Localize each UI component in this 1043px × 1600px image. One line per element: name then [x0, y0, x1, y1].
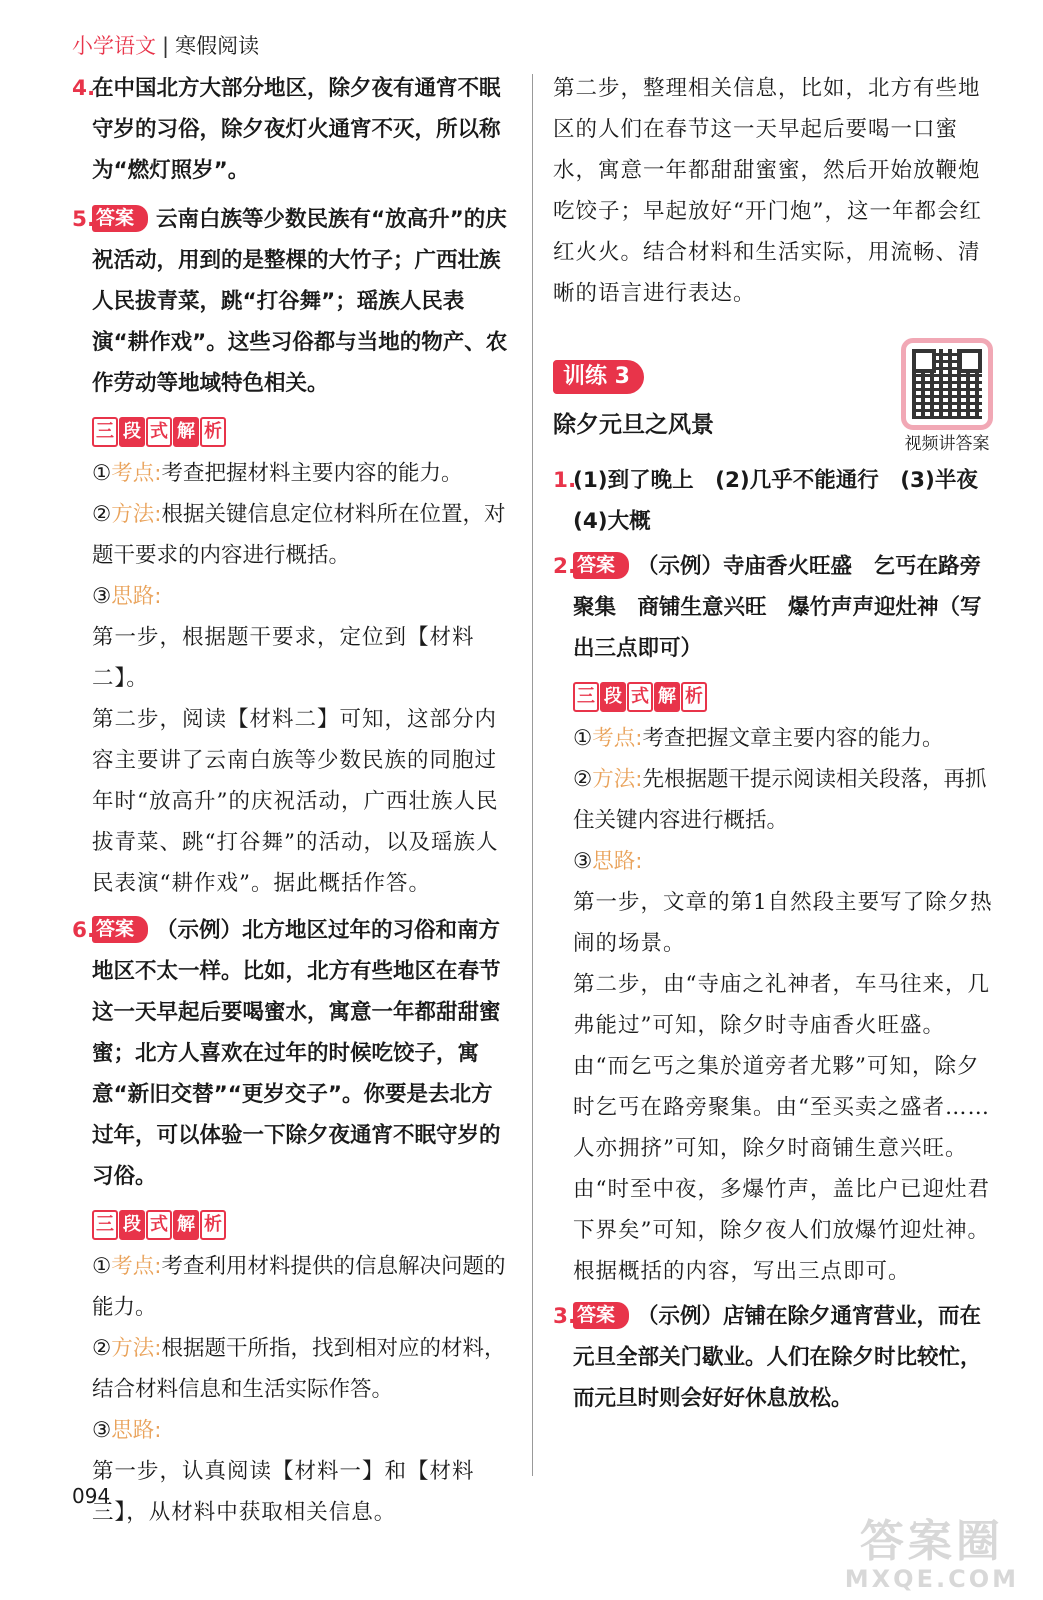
- question-4: [72, 68, 514, 191]
- fangfa-line: [92, 494, 514, 576]
- kaodian-label: 考点:: [111, 461, 162, 486]
- analysis-char: 三: [92, 1210, 118, 1240]
- answer-text: 云南白族等少数民族有“放高升”的庆祝活动，用到的是整棵的大竹子；广西壮族人民拔青菜，跳“打谷舞”；瑶族人民表演“耕作戏”。这些习俗都与当地的物产、农作劳动等地域特色相关。: [92, 207, 508, 396]
- analysis-char: 三: [92, 417, 118, 447]
- fangfa-line: [573, 759, 999, 841]
- step-2-continued: 第二步，整理相关信息，比如，北方有些地区的人们在春节这一天早起后要喝一口蜜水，寓意一年都甜甜蜜蜜，然后开始放鞭炮吃饺子；早起放好“开门炮”，这一年都会红红火火。结合材料和生活实际，用流畅、清晰的语言进行表达。: [553, 76, 982, 306]
- kaodian-text: 考查把握文章主要内容的能力。: [642, 726, 944, 751]
- silu-line: [92, 1410, 514, 1451]
- qr-frame: [901, 338, 993, 430]
- analysis-char: 析: [681, 682, 707, 712]
- training-tag: 训练 3: [553, 360, 644, 394]
- answer-text: （示例）店铺在除夕通宵营业，而在元旦全部关门歇业。人们在除夕时比较忙，而元旦时则会好好休息放松。: [573, 1304, 982, 1411]
- fangfa-label: 方法:: [111, 502, 162, 527]
- qr-caption: 视频讲答案: [904, 434, 990, 454]
- series-label: 寒假阅读: [175, 34, 260, 58]
- question-6: [72, 910, 514, 1197]
- step-1: 第一步，根据题干要求，定位到【材料二】。: [92, 625, 475, 691]
- circled-number: ②: [92, 1336, 112, 1361]
- question-number: 2.: [553, 554, 577, 579]
- silu-line: [92, 576, 514, 617]
- analysis-heading: [573, 675, 999, 716]
- analysis-char: 段: [600, 682, 626, 712]
- page-number: 094: [72, 1484, 111, 1508]
- question-number: 5.: [72, 207, 96, 232]
- kaodian-line: [92, 453, 514, 494]
- watermark-logo: [845, 1518, 1019, 1592]
- silu-line: [573, 841, 999, 882]
- analysis-heading: [92, 410, 514, 451]
- circled-number: ②: [573, 767, 593, 792]
- analysis-heading: [92, 1203, 514, 1244]
- analysis-char: 析: [200, 417, 226, 447]
- silu-label: 思路:: [111, 1418, 162, 1443]
- kaodian-text: 考查把握材料主要内容的能力。: [161, 461, 463, 486]
- fangfa-text: 先根据题干提示阅读相关段落，再抓住关键内容进行概括。: [573, 767, 987, 833]
- silu-label: 思路:: [592, 849, 643, 874]
- kaodian-line: [573, 718, 999, 759]
- circled-number: ③: [573, 849, 593, 874]
- subject-label: 小学语文: [72, 34, 156, 58]
- question-number: 3.: [553, 1304, 577, 1329]
- question-number: 1.: [553, 468, 577, 493]
- qr-code-icon: [912, 349, 982, 419]
- answer-text: (1)到了晚上 (2)几乎不能通行 (3)半夜 (4)大概: [573, 468, 1000, 534]
- circled-number: ③: [92, 584, 112, 609]
- answer-tag: 答案: [573, 552, 629, 579]
- question-number: 4.: [72, 76, 96, 101]
- analysis-char: 段: [119, 417, 145, 447]
- analysis-char: 三: [573, 682, 599, 712]
- fangfa-line: [92, 1328, 514, 1410]
- question-number: 6.: [72, 918, 96, 943]
- kaodian-label: 考点:: [592, 726, 643, 751]
- answer-text: （示例）北方地区过年的习俗和南方地区不太一样。比如，北方有些地区在春节这一天早起后要喝蜜水，寓意一年都甜甜蜜蜜；北方人喜欢在过年的时候吃饺子，寓意“新旧交替”“更岁交子”。你要是去北方过年，可以体验一下除夕夜通宵不眠守岁的习俗。: [92, 918, 501, 1189]
- step-2: 第二步，由“寺庙之礼神者，车马往来，几弗能过”可知，除夕时寺庙香火旺盛。由“而乞丐之集於道旁者尤夥”可知，除夕时乞丐在路旁聚集。由“至买卖之盛者……人亦拥挤”可知，除夕时商铺生意兴旺。由“时至中夜，多爆竹声，盖比户已迎灶君下界矣”可知，除夕夜人们放爆竹迎灶神。根据概括的内容，写出三点即可。: [573, 972, 990, 1284]
- analysis-char: 析: [200, 1210, 226, 1240]
- circled-number: ①: [92, 1254, 112, 1279]
- analysis-char: 解: [654, 682, 680, 712]
- page-header: [72, 30, 259, 60]
- fangfa-label: 方法:: [111, 1336, 162, 1361]
- question-text: 在中国北方大部分地区，除夕夜有通宵不眠守岁的习俗，除夕夜灯火通宵不灭，所以称为“燃灯照岁”。: [92, 76, 501, 183]
- analysis-char: 式: [146, 1210, 172, 1240]
- step-2: 第二步，阅读【材料二】可知，这部分内容主要讲了云南白族等少数民族的同胞过年时“放高升”的庆祝活动，广西壮族人民拔青菜、跳“打谷舞”的活动，以及瑶族人民表演“耕作戏”。据此概括作答。: [92, 707, 499, 896]
- fangfa-label: 方法:: [592, 767, 643, 792]
- analysis-char: 式: [146, 417, 172, 447]
- question-2: [553, 546, 999, 669]
- right-column: [553, 68, 999, 1419]
- step-1: 第一步，文章的第1自然段主要写了除夕热闹的场景。: [573, 890, 993, 956]
- answer-tag: 答案: [92, 916, 148, 943]
- analysis-char: 解: [173, 417, 199, 447]
- question-5: [72, 199, 514, 404]
- answer-text: （示例）寺庙香火旺盛 乞丐在路旁聚集 商铺生意兴旺 爆竹声声迎灶神（写出三点即可）: [573, 554, 982, 661]
- question-3: [553, 1296, 999, 1419]
- analysis-char: 段: [119, 1210, 145, 1240]
- analysis-block-6: [72, 1203, 514, 1533]
- column-divider: [532, 74, 533, 1476]
- watermark-line-2: MXQE.COM: [844, 1565, 1019, 1593]
- fangfa-text: 根据关键信息定位材料所在位置，对题干要求的内容进行概括。: [92, 502, 506, 568]
- circled-number: ①: [573, 726, 593, 751]
- analysis-block-2: [553, 675, 999, 1292]
- step-1: 第一步，认真阅读【材料一】和【材料三】，从材料中获取相关信息。: [92, 1459, 475, 1525]
- circled-number: ③: [92, 1418, 112, 1443]
- silu-label: 思路:: [111, 584, 162, 609]
- circled-number: ①: [92, 461, 112, 486]
- fangfa-text: 根据题干所指，找到相对应的材料，结合材料信息和生活实际作答。: [92, 1336, 506, 1402]
- training-title: 除夕元旦之风景: [553, 412, 714, 438]
- answer-tag: 答案: [573, 1302, 629, 1329]
- analysis-char: 式: [627, 682, 653, 712]
- kaodian-text: 考查利用材料提供的信息解决问题的能力。: [92, 1254, 506, 1320]
- watermark-line-1: 答案圈: [859, 1516, 1004, 1567]
- circled-number: ②: [92, 502, 112, 527]
- answer-tag: 答案: [92, 205, 148, 232]
- kaodian-label: 考点:: [111, 1254, 162, 1279]
- question-1: [553, 460, 999, 542]
- qr-code-block[interactable]: [899, 338, 995, 456]
- header-separator: |: [162, 34, 170, 58]
- training-section-header: [553, 356, 999, 456]
- kaodian-line: [92, 1246, 514, 1328]
- analysis-char: 解: [173, 1210, 199, 1240]
- left-column: [72, 68, 514, 1533]
- analysis-block-5: [72, 410, 514, 904]
